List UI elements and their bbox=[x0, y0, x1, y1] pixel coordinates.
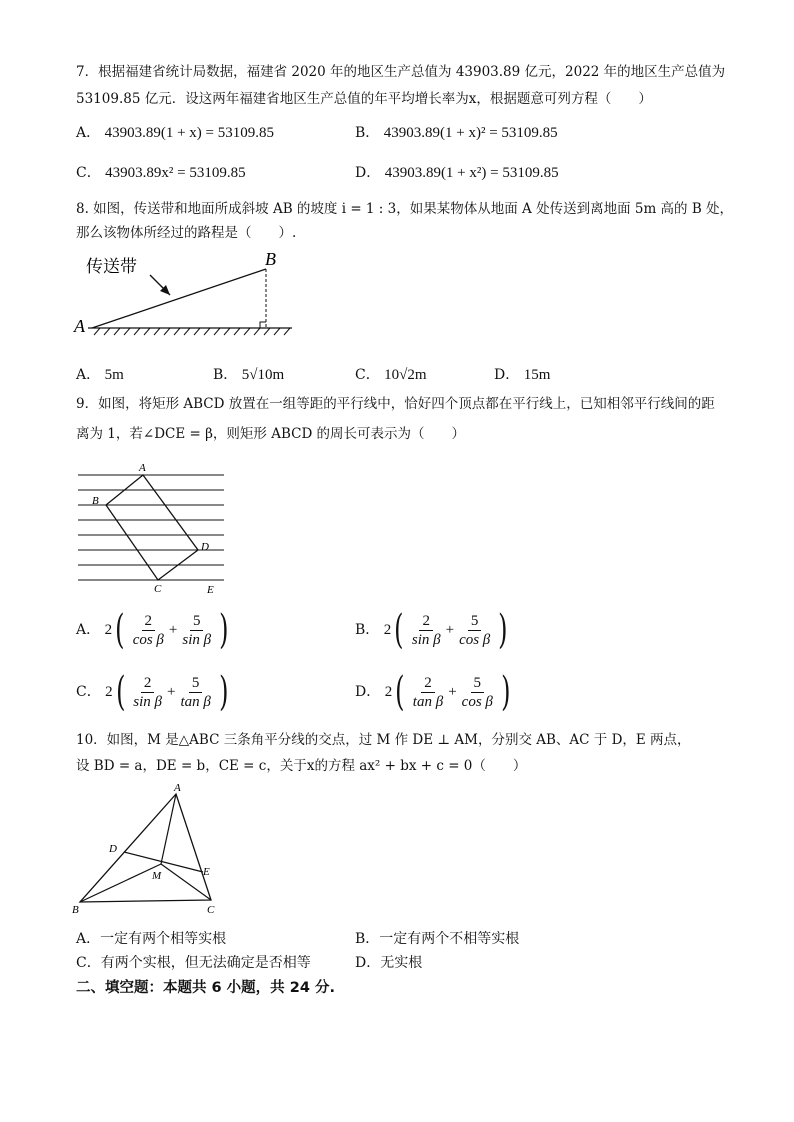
numerator: 5 bbox=[190, 612, 204, 631]
right-angle-mark bbox=[260, 322, 266, 328]
q10-option-a[interactable] bbox=[76, 928, 226, 948]
left-paren: ( bbox=[115, 669, 126, 715]
option-expr: 43903.89x² = 53109.85 bbox=[105, 165, 246, 181]
coef: 2 bbox=[384, 684, 393, 700]
vertex-c-label: C bbox=[207, 904, 215, 916]
numerator: 5 bbox=[471, 674, 485, 693]
right-paren: ) bbox=[218, 669, 229, 715]
numerator: 2 bbox=[141, 674, 155, 693]
vertex-a-label: A bbox=[139, 462, 146, 474]
left-paren: ( bbox=[394, 607, 404, 653]
q8-option-a[interactable] bbox=[76, 364, 124, 384]
option-label: C． bbox=[355, 367, 380, 383]
q8-option-b[interactable] bbox=[213, 364, 284, 384]
rectangle-abcd bbox=[106, 475, 198, 580]
option-text: 无实根 bbox=[380, 955, 423, 971]
q9-stem-line1: 9．如图，将矩形 ABCD 放置在一组等距的平行线中，恰好四个顶点都在平行线上，已知相邻平行线间的距 bbox=[76, 396, 715, 412]
parallel-lines bbox=[78, 475, 224, 580]
point-d-label: D bbox=[109, 843, 117, 855]
vertex-b-label: B bbox=[92, 495, 99, 507]
denominator: sin β bbox=[133, 693, 163, 710]
denominator: sin β bbox=[411, 631, 441, 648]
denominator: cos β bbox=[461, 693, 493, 710]
option-text: 有两个实根，但无法确定是否相等 bbox=[100, 955, 311, 971]
q10-option-d[interactable] bbox=[355, 952, 422, 972]
q7-option-d[interactable] bbox=[355, 162, 559, 182]
option-label: D． bbox=[355, 684, 381, 700]
slope-line bbox=[92, 269, 266, 328]
numerator: 5 bbox=[189, 674, 203, 693]
option-label: A． bbox=[76, 125, 101, 141]
segment-am bbox=[161, 794, 176, 864]
denominator: tan β bbox=[180, 693, 211, 710]
option-text: 一定有两个不相等实根 bbox=[379, 931, 520, 947]
section-heading: 二、填空题：本题共 6 小题，共 24 分. bbox=[76, 980, 335, 996]
option-label: D． bbox=[494, 367, 520, 383]
vertex-b-label: B bbox=[72, 904, 79, 916]
option-expr: 15m bbox=[523, 367, 551, 383]
q7-option-a[interactable] bbox=[76, 122, 274, 142]
coef: 2 bbox=[104, 622, 113, 638]
q9-figure-parallel-lines bbox=[74, 460, 234, 600]
q10-stem-line1: 10．如图，M 是△ABC 三条角平分线的交点，过 M 作 DE ⊥ AM，分别交 AB、AC 于 D，E 两点， bbox=[76, 732, 691, 748]
option-label: B． bbox=[355, 125, 380, 141]
numerator: 5 bbox=[468, 612, 482, 631]
point-m-label: M bbox=[152, 870, 162, 882]
q7-stem-line1: 7．根据福建省统计局数据，福建省 2020 年的地区生产总值为 43903.89 亿元，2022 年的地区生产总值为 bbox=[76, 64, 726, 80]
option-expr: 43903.89(1 + x)² = 53109.85 bbox=[383, 125, 558, 141]
numerator: 2 bbox=[142, 612, 156, 631]
option-text: 一定有两个相等实根 bbox=[100, 931, 227, 947]
denominator: cos β bbox=[132, 631, 164, 648]
q7-option-b[interactable] bbox=[355, 122, 558, 142]
option-expr: 5√10m bbox=[241, 367, 285, 383]
option-expr: 10√2m bbox=[384, 367, 427, 383]
left-paren: ( bbox=[395, 669, 405, 715]
q8-option-c[interactable] bbox=[355, 364, 427, 384]
option-label: C． bbox=[76, 165, 101, 181]
q8-stem-line2: 那么该物体所经过的路程是（ ）. bbox=[76, 225, 297, 241]
q9-option-a[interactable] bbox=[76, 607, 232, 653]
q10-option-c[interactable] bbox=[76, 952, 311, 972]
point-b-label: B bbox=[265, 249, 276, 269]
q9-option-d[interactable] bbox=[355, 669, 513, 715]
option-label: B． bbox=[213, 367, 238, 383]
ground-hatching bbox=[94, 328, 290, 335]
option-expr: 43903.89(1 + x²) = 53109.85 bbox=[384, 165, 559, 181]
q10-stem-line2: 设 BD = a，DE = b，CE = c，关于x的方程 ax² + bx + c = 0（ ） bbox=[76, 758, 527, 774]
vertex-d-label: D bbox=[201, 541, 209, 553]
point-a-label: A bbox=[74, 316, 85, 336]
option-expr: 5m bbox=[104, 367, 124, 383]
option-label: B． bbox=[355, 931, 380, 947]
q9-stem-line2: 离为 1，若∠DCE = β，则矩形 ABCD 的周长可表示为（ ） bbox=[76, 426, 466, 442]
plus: + bbox=[445, 622, 455, 638]
denominator: cos β bbox=[459, 631, 491, 648]
label-conveyor: 传送带 bbox=[86, 257, 137, 276]
numerator: 2 bbox=[421, 674, 435, 693]
option-label: D． bbox=[355, 165, 381, 181]
option-label: D． bbox=[355, 955, 381, 971]
option-label: B． bbox=[355, 622, 380, 638]
q8-option-d[interactable] bbox=[494, 364, 550, 384]
option-label: A． bbox=[76, 622, 101, 638]
right-paren: ) bbox=[498, 607, 508, 653]
denominator: tan β bbox=[412, 693, 444, 710]
option-label: A． bbox=[76, 931, 101, 947]
point-e-label: E bbox=[203, 866, 210, 878]
point-e-label: E bbox=[207, 584, 214, 596]
option-label: C． bbox=[76, 955, 101, 971]
q8-figure-slope bbox=[70, 248, 300, 338]
segment-bm bbox=[80, 864, 161, 902]
plus: + bbox=[448, 684, 457, 700]
right-paren: ) bbox=[500, 669, 511, 715]
q8-stem-line1: 8. 如图，传送带和地面所成斜坡 AB 的坡度 i = 1 : 3，如果某物体从地面 A 处传送到离地面 5m 高的 B 处， bbox=[76, 201, 734, 217]
coef: 2 bbox=[105, 684, 113, 700]
q9-option-b[interactable] bbox=[355, 607, 511, 653]
q7-stem-line2: 53109.85 亿元．设这两年福建省地区生产总值的年平均增长率为x，根据题意可列方程（ ） bbox=[76, 91, 652, 107]
right-paren: ) bbox=[219, 607, 229, 653]
coef: 2 bbox=[383, 622, 392, 638]
option-label: A． bbox=[76, 367, 101, 383]
q9-option-c[interactable] bbox=[76, 669, 231, 715]
option-label: C． bbox=[76, 684, 101, 700]
plus: + bbox=[168, 622, 178, 638]
denominator: sin β bbox=[182, 631, 212, 648]
left-paren: ( bbox=[115, 607, 125, 653]
vertex-a-label: A bbox=[174, 782, 181, 794]
plus: + bbox=[167, 684, 176, 700]
q10-figure-triangle bbox=[66, 780, 231, 918]
q10-option-b[interactable] bbox=[355, 928, 519, 948]
numerator: 2 bbox=[419, 612, 433, 631]
q7-option-c[interactable] bbox=[76, 162, 246, 182]
vertex-c-label: C bbox=[154, 583, 162, 595]
option-expr: 43903.89(1 + x) = 53109.85 bbox=[104, 125, 274, 141]
